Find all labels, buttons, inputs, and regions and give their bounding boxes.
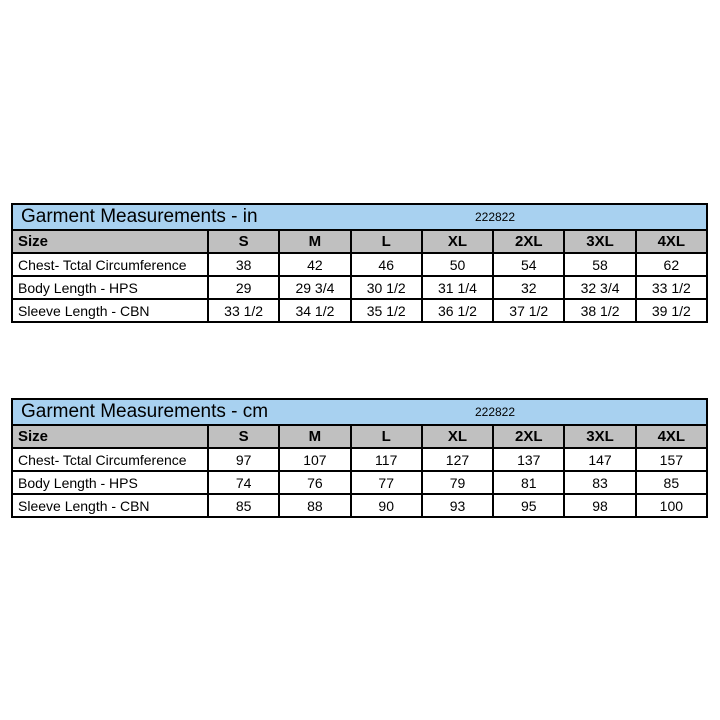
measurement-value: 93 bbox=[422, 494, 493, 517]
col-header-l: L bbox=[351, 425, 422, 448]
measurement-value: 100 bbox=[636, 494, 707, 517]
garment-measurements-cm-table bbox=[11, 398, 708, 518]
col-header-4xl: 4XL bbox=[636, 230, 707, 253]
measurement-table-in bbox=[11, 203, 708, 323]
col-header-m: M bbox=[279, 230, 350, 253]
garment-measurements-in-table bbox=[11, 203, 708, 323]
size-header-row bbox=[12, 230, 707, 253]
measurement-value: 32 3/4 bbox=[564, 276, 635, 299]
row-label: Body Length - HPS bbox=[12, 276, 208, 299]
col-header-3xl: 3XL bbox=[564, 230, 635, 253]
title-band-inner bbox=[13, 400, 706, 424]
table-row-sleeve-length bbox=[12, 494, 707, 517]
title-band bbox=[12, 399, 707, 425]
title-row bbox=[12, 204, 707, 230]
measurement-value: 34 1/2 bbox=[279, 299, 350, 322]
col-header-l: L bbox=[351, 230, 422, 253]
measurement-value: 76 bbox=[279, 471, 350, 494]
table-row-chest bbox=[12, 253, 707, 276]
measurement-value: 137 bbox=[493, 448, 564, 471]
row-label: Chest- Tctal Circumference bbox=[12, 253, 208, 276]
measurement-value: 117 bbox=[351, 448, 422, 471]
col-header-s: S bbox=[208, 425, 279, 448]
measurement-value: 95 bbox=[493, 494, 564, 517]
measurement-value: 50 bbox=[422, 253, 493, 276]
measurement-value: 77 bbox=[351, 471, 422, 494]
measurement-value: 85 bbox=[208, 494, 279, 517]
col-header-size: Size bbox=[12, 230, 208, 253]
measurement-value: 30 1/2 bbox=[351, 276, 422, 299]
row-label: Body Length - HPS bbox=[12, 471, 208, 494]
measurement-value: 35 1/2 bbox=[351, 299, 422, 322]
measurement-value: 79 bbox=[422, 471, 493, 494]
measurement-value: 37 1/2 bbox=[493, 299, 564, 322]
table-row-sleeve-length bbox=[12, 299, 707, 322]
col-header-xl: XL bbox=[422, 230, 493, 253]
col-header-2xl: 2XL bbox=[493, 230, 564, 253]
measurement-value: 98 bbox=[564, 494, 635, 517]
measurement-value: 58 bbox=[564, 253, 635, 276]
table-row-body-length bbox=[12, 471, 707, 494]
style-number: 222822 bbox=[474, 405, 516, 419]
measurement-value: 29 3/4 bbox=[279, 276, 350, 299]
title-band-inner bbox=[13, 205, 706, 229]
measurement-value: 127 bbox=[422, 448, 493, 471]
measurement-value: 38 bbox=[208, 253, 279, 276]
measurement-value: 36 1/2 bbox=[422, 299, 493, 322]
measurement-value: 46 bbox=[351, 253, 422, 276]
measurement-value: 29 bbox=[208, 276, 279, 299]
table-title: Garment Measurements - in bbox=[21, 206, 258, 227]
row-label: Sleeve Length - CBN bbox=[12, 494, 208, 517]
measurement-value: 97 bbox=[208, 448, 279, 471]
col-header-4xl: 4XL bbox=[636, 425, 707, 448]
table-row-body-length bbox=[12, 276, 707, 299]
style-number: 222822 bbox=[474, 210, 516, 224]
measurement-value: 54 bbox=[493, 253, 564, 276]
table-row-chest bbox=[12, 448, 707, 471]
col-header-xl: XL bbox=[422, 425, 493, 448]
title-band bbox=[12, 204, 707, 230]
measurement-value: 31 1/4 bbox=[422, 276, 493, 299]
col-header-2xl: 2XL bbox=[493, 425, 564, 448]
measurement-value: 39 1/2 bbox=[636, 299, 707, 322]
measurement-value: 157 bbox=[636, 448, 707, 471]
measurement-value: 33 1/2 bbox=[636, 276, 707, 299]
measurement-value: 83 bbox=[564, 471, 635, 494]
row-label: Chest- Tctal Circumference bbox=[12, 448, 208, 471]
row-label: Sleeve Length - CBN bbox=[12, 299, 208, 322]
measurement-value: 32 bbox=[493, 276, 564, 299]
measurement-value: 107 bbox=[279, 448, 350, 471]
measurement-value: 62 bbox=[636, 253, 707, 276]
measurement-value: 88 bbox=[279, 494, 350, 517]
measurement-value: 90 bbox=[351, 494, 422, 517]
col-header-size: Size bbox=[12, 425, 208, 448]
measurement-value: 147 bbox=[564, 448, 635, 471]
size-header-row bbox=[12, 425, 707, 448]
col-header-3xl: 3XL bbox=[564, 425, 635, 448]
measurement-value: 81 bbox=[493, 471, 564, 494]
title-row bbox=[12, 399, 707, 425]
table-title: Garment Measurements - cm bbox=[21, 401, 269, 422]
measurement-value: 38 1/2 bbox=[564, 299, 635, 322]
measurement-value: 85 bbox=[636, 471, 707, 494]
measurement-value: 42 bbox=[279, 253, 350, 276]
measurement-table-cm bbox=[11, 398, 708, 518]
col-header-m: M bbox=[279, 425, 350, 448]
measurement-value: 74 bbox=[208, 471, 279, 494]
col-header-s: S bbox=[208, 230, 279, 253]
measurement-value: 33 1/2 bbox=[208, 299, 279, 322]
